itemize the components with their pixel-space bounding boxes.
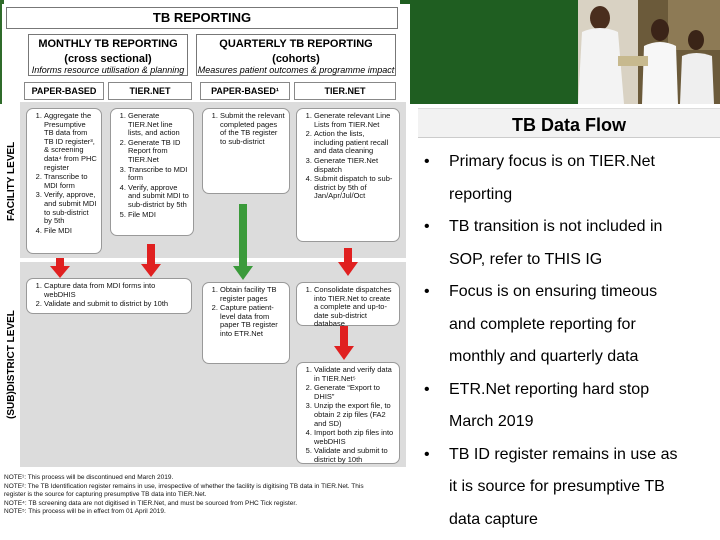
bullet-dot: • xyxy=(424,283,430,300)
step-item: 1. Generate TIER.Net line lists, and action xyxy=(128,112,189,138)
bullet-item-1 xyxy=(424,146,716,211)
subdistrict-monthly-steps xyxy=(26,278,192,314)
bullet-1-line-1: Primary focus is on TIER.Net xyxy=(449,153,655,170)
note-4: NOTE⁴: TB screening data are not digitised in TIER.Net, and must be sourced from PHC Tick register. xyxy=(4,499,298,507)
bullet-list xyxy=(424,146,716,536)
quarterly-title-1: QUARTERLY TB REPORTING xyxy=(219,38,373,50)
subdistrict-consolidate-step xyxy=(296,282,400,329)
column-header-quarterly-paper: PAPER-BASED¹ xyxy=(200,82,290,100)
bullet-item-5 xyxy=(424,439,716,537)
bullet-5-line-1: TB ID register remains in use as xyxy=(449,445,678,463)
step-item: 4. File MDI xyxy=(44,227,97,236)
step-item: 3. Generate TIER.Net dispatch xyxy=(314,157,395,174)
bullet-4-line-1: ETR.Net reporting hard stop xyxy=(449,380,650,398)
note-5: NOTE⁵: This process will be in effect from 01 April 2019. xyxy=(4,508,166,515)
step-item: 1. Capture data from MDI forms into webDHIS xyxy=(44,282,187,299)
note-2: NOTE²: The TB Identification register remains in use, irrespective of whether the facility is digitising TB data in TIER.Net. This xyxy=(4,482,364,490)
sub-col12-list xyxy=(31,282,187,309)
bullet-item-4 xyxy=(424,374,716,439)
subdistrict-quarterly-paper-steps xyxy=(202,282,290,364)
arrow-facility-to-mdi-2 xyxy=(141,244,161,277)
bullet-2-line-2: SOP, refer to THIS IG xyxy=(449,250,603,268)
arrow-consolidate-to-validate xyxy=(334,326,354,360)
step-item: 1. Validate and verify data in TIER.Net⁵ xyxy=(314,366,395,383)
step-item: 1. Consolidate dispatches into TIER.Net to create a complete and up-to-date sub-district database xyxy=(314,286,395,329)
step-item: 5. Validate and submit to district by 10th xyxy=(314,447,395,464)
bullet-4-line-2: March 2019 xyxy=(449,413,534,430)
facility-level-label: FACILITY LEVEL xyxy=(6,141,17,221)
step-item: 2. Action the lists, including patient recall and data cleaning xyxy=(314,130,395,156)
bullet-5-line-3: data capture xyxy=(449,510,538,528)
step-item: 2. Capture patient-level data from paper TB register into ETR.Net xyxy=(220,304,285,338)
step-item: 1. Submit the relevant completed pages of the TB register to sub-district xyxy=(220,112,285,146)
bullet-dot: • xyxy=(424,445,430,463)
column-header-quarterly-tier: TIER.NET xyxy=(294,82,396,100)
step-item: 2. Transcribe to MDI form xyxy=(44,173,97,190)
step-item: 2. Validate and submit to district by 10th xyxy=(44,300,187,309)
bullet-dot: • xyxy=(424,153,430,170)
column-header-monthly-paper: PAPER-BASED xyxy=(24,82,104,100)
monthly-subtitle: Informs resource utilisation & planning xyxy=(31,65,185,75)
flowchart-notes xyxy=(4,474,408,517)
step-item: 1. Obtain facility TB register pages xyxy=(220,286,285,303)
step-item: 4. Submit dispatch to sub-district by 5th of Jan/Apr/Jul/Oct xyxy=(314,175,395,201)
quarterly-title-2: (cohorts) xyxy=(272,53,320,65)
step-item: 5. File MDI xyxy=(128,211,189,220)
bullet-5-line-2: it is source for presumptive TB xyxy=(449,478,665,495)
note-2-cont: register is the source for capturing presumptive TB data into TIER.Net. xyxy=(4,491,207,498)
bullet-1-line-2: reporting xyxy=(449,185,513,203)
bullet-dot: • xyxy=(424,218,430,235)
bullet-item-2 xyxy=(424,211,716,276)
banner-photo xyxy=(578,0,720,104)
bullet-2-line-1: TB transition is not included in xyxy=(449,218,663,235)
step-item: 3. Verify, approve, and submit MDI to sub-district by 5th xyxy=(44,191,97,225)
bullet-3-line-1: Focus is on ensuring timeous xyxy=(449,283,658,300)
panel-title: TB Data Flow xyxy=(418,108,720,138)
note-1: NOTE¹: This process will be discontinued end March 2019. xyxy=(4,474,174,481)
step-item: 1. Generate relevant Line Lists from TIER.Net xyxy=(314,112,395,129)
step-item: 2. Generate “Export to DHIS” xyxy=(314,384,395,401)
sub-col4a-list xyxy=(301,286,395,329)
column-header-monthly-tier: TIER.NET xyxy=(108,82,192,100)
flowchart-title: TB REPORTING xyxy=(6,7,398,29)
sub-col3-list xyxy=(207,286,285,339)
step-item: 3. Unzip the export file, to obtain 2 zip files (FA2 and SD) xyxy=(314,402,395,428)
step-item: 2. Generate TB ID Report from TIER.Net xyxy=(128,139,189,165)
sub-col4b-list xyxy=(301,366,395,465)
bullet-3-line-2: and complete reporting for xyxy=(449,315,636,333)
subdistrict-level-label: (SUB)DISTRICT LEVEL xyxy=(6,310,17,419)
step-item: 3. Transcribe to MDI form xyxy=(128,166,189,183)
arrow-dispatch-to-subdistrict xyxy=(338,248,358,276)
step-item: 4. Import both zip files into webDHIS xyxy=(314,429,395,446)
arrow-facility-to-mdi-1 xyxy=(50,258,70,278)
monthly-title-2: (cross sectional) xyxy=(64,53,152,65)
step-item: 4. Verify, approve and submit MDI to sub-district by 5th xyxy=(128,184,189,210)
bullet-dot: • xyxy=(424,380,430,398)
bullet-item-3 xyxy=(424,276,716,374)
subdistrict-validate-steps xyxy=(296,362,400,464)
banner-green-panel xyxy=(400,0,578,104)
bullet-3-line-3: monthly and quarterly data xyxy=(449,348,639,365)
step-item: 1. Aggregate the Presumptive TB data from TB ID register³, & screening data⁴ from PHC register xyxy=(44,112,97,172)
arrow-paper-to-subdistrict xyxy=(233,204,253,280)
quarterly-subtitle: Measures patient outcomes & programme impact xyxy=(197,65,395,75)
monthly-title-1: MONTHLY TB REPORTING xyxy=(38,38,178,50)
